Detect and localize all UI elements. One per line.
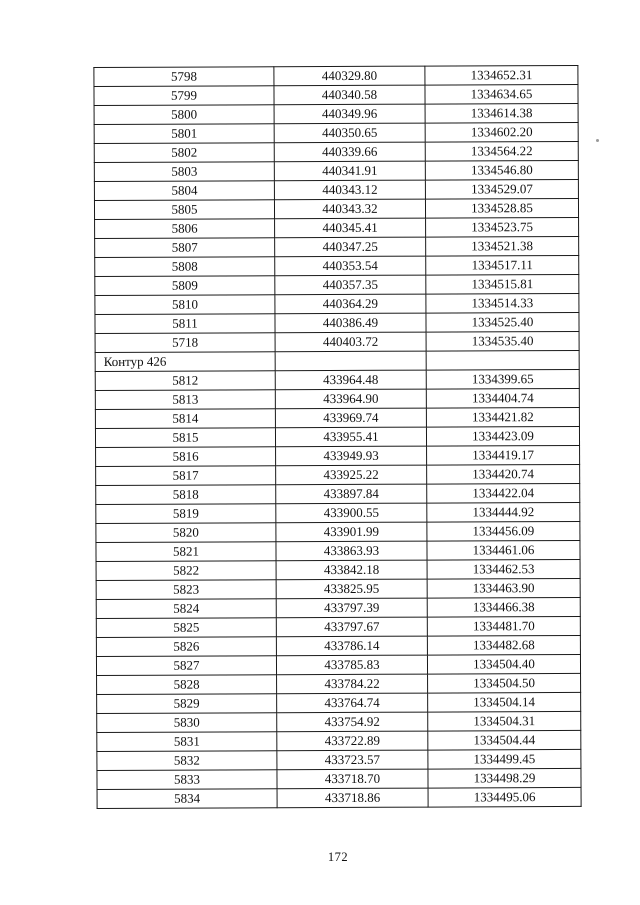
point-number-cell: 5833 bbox=[97, 770, 277, 790]
point-number-cell: 5802 bbox=[94, 143, 274, 163]
y-coordinate-cell: 1334499.45 bbox=[428, 749, 581, 769]
contour-section-row bbox=[95, 350, 579, 371]
coordinate-row bbox=[94, 65, 578, 86]
y-coordinate-cell: 1334515.81 bbox=[426, 274, 579, 294]
point-number-cell: 5804 bbox=[94, 181, 274, 201]
coordinate-row bbox=[94, 198, 578, 219]
point-number-cell: 5806 bbox=[95, 219, 275, 239]
coordinate-row bbox=[94, 103, 578, 124]
point-number-cell: 5818 bbox=[96, 485, 276, 505]
coordinate-row bbox=[96, 483, 580, 504]
y-coordinate-cell: 1334504.31 bbox=[428, 711, 581, 731]
coordinate-row bbox=[96, 559, 580, 580]
x-coordinate-cell: 440343.32 bbox=[274, 199, 425, 219]
contour-label-cell: Контур 426 bbox=[95, 352, 275, 372]
coordinate-row bbox=[97, 692, 581, 713]
x-coordinate-cell: 440345.41 bbox=[275, 218, 426, 238]
coordinate-row bbox=[94, 160, 578, 181]
y-coordinate-cell: 1334421.82 bbox=[426, 407, 579, 427]
point-number-cell: 5824 bbox=[96, 599, 276, 619]
point-number-cell: 5819 bbox=[96, 504, 276, 524]
y-coordinate-cell: 1334652.31 bbox=[425, 65, 578, 85]
coordinate-row bbox=[97, 787, 581, 808]
x-coordinate-cell bbox=[275, 351, 426, 371]
y-coordinate-cell: 1334461.06 bbox=[427, 540, 580, 560]
coordinates-table bbox=[93, 65, 581, 809]
point-number-cell: 5828 bbox=[97, 675, 277, 695]
point-number-cell: 5800 bbox=[94, 105, 274, 125]
x-coordinate-cell: 440349.96 bbox=[274, 104, 425, 124]
y-coordinate-cell: 1334482.68 bbox=[427, 635, 580, 655]
y-coordinate-cell: 1334444.92 bbox=[427, 502, 580, 522]
point-number-cell: 5808 bbox=[95, 257, 275, 277]
point-number-cell: 5832 bbox=[97, 751, 277, 771]
y-coordinate-cell: 1334404.74 bbox=[426, 388, 579, 408]
coordinate-row bbox=[96, 464, 580, 485]
coordinate-row bbox=[95, 274, 579, 295]
coordinate-row bbox=[96, 540, 580, 561]
y-coordinate-cell: 1334504.14 bbox=[428, 692, 581, 712]
x-coordinate-cell: 440353.54 bbox=[275, 256, 426, 276]
x-coordinate-cell: 433900.55 bbox=[276, 503, 427, 523]
coordinate-row bbox=[95, 255, 579, 276]
coordinate-row bbox=[95, 369, 579, 390]
point-number-cell: 5834 bbox=[97, 789, 277, 809]
coordinate-row bbox=[94, 141, 578, 162]
coordinate-row bbox=[94, 179, 578, 200]
x-coordinate-cell: 440329.80 bbox=[274, 66, 425, 86]
point-number-cell: 5810 bbox=[95, 295, 275, 315]
x-coordinate-cell: 440364.29 bbox=[275, 294, 426, 314]
point-number-cell: 5811 bbox=[95, 314, 275, 334]
point-number-cell: 5799 bbox=[94, 86, 274, 106]
point-number-cell: 5809 bbox=[95, 276, 275, 296]
y-coordinate-cell: 1334564.22 bbox=[425, 141, 578, 161]
point-number-cell: 5803 bbox=[94, 162, 274, 182]
point-number-cell: 5826 bbox=[96, 637, 276, 657]
x-coordinate-cell: 433955.41 bbox=[275, 427, 426, 447]
coordinate-row bbox=[97, 730, 581, 751]
x-coordinate-cell: 440341.91 bbox=[274, 161, 425, 181]
point-number-cell: 5805 bbox=[94, 200, 274, 220]
y-coordinate-cell: 1334466.38 bbox=[427, 597, 580, 617]
y-coordinate-cell: 1334529.07 bbox=[425, 179, 578, 199]
x-coordinate-cell: 433964.90 bbox=[275, 389, 426, 409]
point-number-cell: 5829 bbox=[97, 694, 277, 714]
y-coordinate-cell: 1334399.65 bbox=[426, 369, 579, 389]
coordinate-row bbox=[96, 521, 580, 542]
coordinate-row bbox=[97, 711, 581, 732]
y-coordinate-cell: 1334528.85 bbox=[425, 198, 578, 218]
page-number: 172 bbox=[327, 850, 349, 864]
y-coordinate-cell: 1334495.06 bbox=[428, 787, 581, 807]
point-number-cell: 5813 bbox=[95, 390, 275, 410]
y-coordinate-cell: 1334634.65 bbox=[425, 84, 578, 104]
coordinate-row bbox=[96, 597, 580, 618]
point-number-cell: 5821 bbox=[96, 542, 276, 562]
coordinate-row bbox=[96, 654, 580, 675]
point-number-cell: 5825 bbox=[96, 618, 276, 638]
y-coordinate-cell bbox=[426, 350, 579, 370]
x-coordinate-cell: 433925.22 bbox=[276, 465, 427, 485]
point-number-cell: 5801 bbox=[94, 124, 274, 144]
x-coordinate-cell: 433786.14 bbox=[276, 636, 427, 656]
x-coordinate-cell: 433784.22 bbox=[277, 674, 428, 694]
point-number-cell: 5817 bbox=[96, 466, 276, 486]
coordinate-row bbox=[96, 635, 580, 656]
x-coordinate-cell: 433722.89 bbox=[277, 731, 428, 751]
x-coordinate-cell: 440386.49 bbox=[275, 313, 426, 333]
scanned-table-area bbox=[93, 65, 580, 809]
x-coordinate-cell: 433718.86 bbox=[277, 788, 428, 808]
coordinate-row bbox=[94, 84, 578, 105]
y-coordinate-cell: 1334463.90 bbox=[427, 578, 580, 598]
x-coordinate-cell: 440403.72 bbox=[275, 332, 426, 352]
y-coordinate-cell: 1334523.75 bbox=[426, 217, 579, 237]
scan-artifact-speck bbox=[596, 139, 599, 142]
x-coordinate-cell: 433901.99 bbox=[276, 522, 427, 542]
point-number-cell: 5718 bbox=[95, 333, 275, 353]
y-coordinate-cell: 1334481.70 bbox=[427, 616, 580, 636]
coordinate-row bbox=[97, 768, 581, 789]
x-coordinate-cell: 440339.66 bbox=[274, 142, 425, 162]
coordinate-row bbox=[95, 293, 579, 314]
point-number-cell: 5827 bbox=[96, 656, 276, 676]
x-coordinate-cell: 433897.84 bbox=[276, 484, 427, 504]
y-coordinate-cell: 1334546.80 bbox=[425, 160, 578, 180]
y-coordinate-cell: 1334504.40 bbox=[427, 654, 580, 674]
point-number-cell: 5820 bbox=[96, 523, 276, 543]
x-coordinate-cell: 433754.92 bbox=[277, 712, 428, 732]
point-number-cell: 5812 bbox=[95, 371, 275, 391]
x-coordinate-cell: 433723.57 bbox=[277, 750, 428, 770]
coordinate-row bbox=[96, 616, 580, 637]
x-coordinate-cell: 433797.39 bbox=[276, 598, 427, 618]
point-number-cell: 5815 bbox=[95, 428, 275, 448]
point-number-cell: 5798 bbox=[94, 67, 274, 87]
point-number-cell: 5814 bbox=[95, 409, 275, 429]
y-coordinate-cell: 1334422.04 bbox=[427, 483, 580, 503]
y-coordinate-cell: 1334419.17 bbox=[427, 445, 580, 465]
coordinate-row bbox=[97, 749, 581, 770]
x-coordinate-cell: 433718.70 bbox=[277, 769, 428, 789]
point-number-cell: 5807 bbox=[95, 238, 275, 258]
y-coordinate-cell: 1334517.11 bbox=[426, 255, 579, 275]
point-number-cell: 5822 bbox=[96, 561, 276, 581]
y-coordinate-cell: 1334462.53 bbox=[427, 559, 580, 579]
y-coordinate-cell: 1334521.38 bbox=[426, 236, 579, 256]
point-number-cell: 5816 bbox=[96, 447, 276, 467]
y-coordinate-cell: 1334602.20 bbox=[425, 122, 578, 142]
y-coordinate-cell: 1334504.44 bbox=[428, 730, 581, 750]
x-coordinate-cell: 433785.83 bbox=[276, 655, 427, 675]
x-coordinate-cell: 440340.58 bbox=[274, 85, 425, 105]
coordinate-row bbox=[95, 331, 579, 352]
coordinate-row bbox=[96, 578, 580, 599]
x-coordinate-cell: 440350.65 bbox=[274, 123, 425, 143]
y-coordinate-cell: 1334456.09 bbox=[427, 521, 580, 541]
x-coordinate-cell: 433842.18 bbox=[276, 560, 427, 580]
y-coordinate-cell: 1334535.40 bbox=[426, 331, 579, 351]
x-coordinate-cell: 433949.93 bbox=[276, 446, 427, 466]
coordinate-row bbox=[94, 122, 578, 143]
x-coordinate-cell: 433825.95 bbox=[276, 579, 427, 599]
y-coordinate-cell: 1334504.50 bbox=[428, 673, 581, 693]
point-number-cell: 5831 bbox=[97, 732, 277, 752]
x-coordinate-cell: 433863.93 bbox=[276, 541, 427, 561]
coordinate-row bbox=[95, 217, 579, 238]
coordinate-row bbox=[95, 236, 579, 257]
coordinate-row bbox=[97, 673, 581, 694]
point-number-cell: 5830 bbox=[97, 713, 277, 733]
coordinate-row bbox=[96, 445, 580, 466]
x-coordinate-cell: 440357.35 bbox=[275, 275, 426, 295]
coordinate-row bbox=[95, 407, 579, 428]
coordinate-row bbox=[95, 312, 579, 333]
y-coordinate-cell: 1334614.38 bbox=[425, 103, 578, 123]
coordinate-row bbox=[95, 426, 579, 447]
x-coordinate-cell: 440347.25 bbox=[275, 237, 426, 257]
x-coordinate-cell: 433969.74 bbox=[275, 408, 426, 428]
coordinate-row bbox=[95, 388, 579, 409]
x-coordinate-cell: 440343.12 bbox=[274, 180, 425, 200]
coordinate-row bbox=[96, 502, 580, 523]
y-coordinate-cell: 1334420.74 bbox=[427, 464, 580, 484]
y-coordinate-cell: 1334514.33 bbox=[426, 293, 579, 313]
x-coordinate-cell: 433764.74 bbox=[277, 693, 428, 713]
y-coordinate-cell: 1334498.29 bbox=[428, 768, 581, 788]
x-coordinate-cell: 433797.67 bbox=[276, 617, 427, 637]
y-coordinate-cell: 1334525.40 bbox=[426, 312, 579, 332]
y-coordinate-cell: 1334423.09 bbox=[426, 426, 579, 446]
x-coordinate-cell: 433964.48 bbox=[275, 370, 426, 390]
point-number-cell: 5823 bbox=[96, 580, 276, 600]
